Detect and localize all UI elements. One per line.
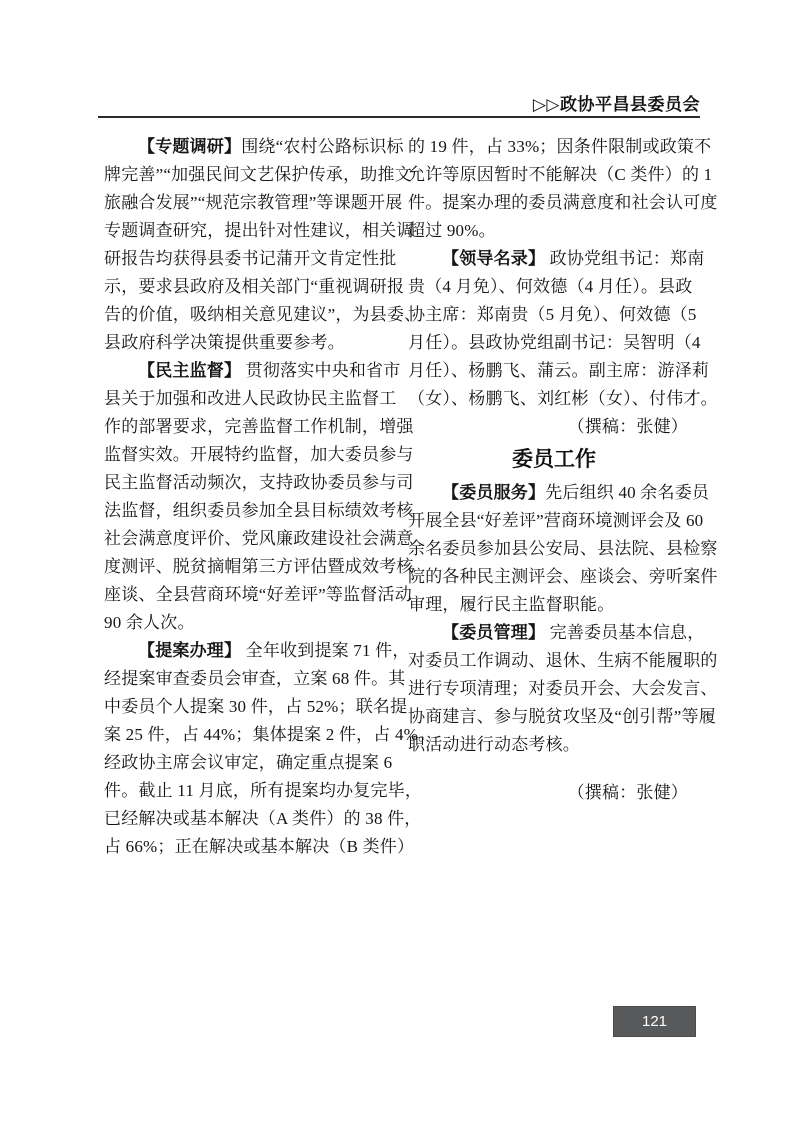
text-line: 【专题调研】围绕“农村公路标识标 xyxy=(138,137,404,156)
text-line: 案 25 件，占 44%；集体提案 2 件，占 4%。 xyxy=(104,725,436,744)
text-line: 的 19 件，占 33%；因条件限制或政策不 xyxy=(408,137,712,156)
text-line: 【领导名录】 政协党组书记：郑南 xyxy=(442,249,705,268)
text-line: 经政协主席会议审定，确定重点提案 6 xyxy=(104,753,393,772)
byline: （撰稿：张健） xyxy=(567,783,688,802)
text-line: 月任）。县政协党组副书记：吴智明（4 xyxy=(408,333,701,352)
text-line: 度测评、脱贫摘帽第三方评估暨成效考核 xyxy=(104,557,414,576)
entry-title: 【领导名录】 xyxy=(442,249,546,268)
spacer xyxy=(408,759,700,779)
section-heading: 委员工作 xyxy=(512,448,596,471)
text-line: 座谈、全县营商环境“好差评”等监督活动 xyxy=(104,585,412,604)
text-line: 余名委员参加县公安局、县法院、县检察 xyxy=(408,539,718,558)
text-line: 旅融合发展”“规范宗教管理”等课题开展 xyxy=(104,193,403,212)
text-line: 经提案审查委员会审查，立案 68 件。其 xyxy=(104,669,406,688)
text-line: 监督实效。开展特约监督，加大委员参与 xyxy=(104,445,414,464)
text-line: 专题调查研究，提出针对性建议，相关调 xyxy=(104,221,414,240)
text-line: 作的部署要求，完善监督工作机制，增强 xyxy=(104,417,414,436)
text-line: 告的价值，吸纳相关意见建议”，为县委、 xyxy=(104,305,422,324)
text-line: 件。截止 11 月底，所有提案均办复完毕， xyxy=(104,781,423,800)
text-line: 进行专项清理；对委员开会、大会发言、 xyxy=(408,679,718,698)
text-line: 【委员管理】 完善委员基本信息， xyxy=(442,623,705,642)
text-line: 【提案办理】 全年收到提案 71 件， xyxy=(138,641,410,660)
left-column xyxy=(104,133,436,861)
text-line: 已经解决或基本解决（A 类件）的 38 件， xyxy=(104,809,422,828)
text-line: 超过 90%。 xyxy=(408,221,496,240)
content-area xyxy=(104,133,718,861)
text-line: 法监督，组织委员参加全县目标绩效考核 xyxy=(104,501,414,520)
entry-title: 【民主监督】 xyxy=(138,361,242,380)
right-column xyxy=(408,133,718,861)
entry-title: 【委员服务】 xyxy=(442,483,546,502)
text-line: 对委员工作调动、退休、生病不能履职的 xyxy=(408,651,718,670)
header-triangles-icon: ▷▷ xyxy=(532,95,560,114)
text-line: 月任）、杨鹏飞、蒲云。副主席：游泽莉 xyxy=(408,361,710,380)
text-line: 牌完善”“加强民间文艺保护传承，助推文 xyxy=(104,165,412,184)
entry-title: 【提案办理】 xyxy=(138,641,242,660)
text-line: 职活动进行动态考核。 xyxy=(408,735,580,754)
text-line: 占 66%；正在解决或基本解决（B 类件） xyxy=(104,837,415,856)
header-rule xyxy=(98,116,700,118)
text-line: 院的各种民主测评会、座谈会、旁听案件 xyxy=(408,567,718,586)
text-line: 件。提案办理的委员满意度和社会认可度 xyxy=(408,193,718,212)
text-line: 【民主监督】 贯彻落实中央和省市 xyxy=(138,361,401,380)
text-line: 允许等原因暂时不能解决（C 类件）的 1 xyxy=(408,165,713,184)
text-line: 开展全县“好差评”营商环境测评会及 60 xyxy=(408,511,704,530)
text-line: 县关于加强和改进人民政协民主监督工 xyxy=(104,389,397,408)
header-title: 政协平昌县委员会 xyxy=(560,95,700,114)
entry-title: 【专题调研】 xyxy=(138,137,242,156)
text-line: 示，要求县政府及相关部门“重视调研报 xyxy=(104,277,405,296)
text-line: 【委员服务】先后组织 40 余名委员 xyxy=(442,483,710,502)
text-line: 县政府科学决策提供重要参考。 xyxy=(104,333,345,352)
running-header xyxy=(98,90,700,115)
text-line: 审理，履行民主监督职能。 xyxy=(408,595,615,614)
text-line: 研报告均获得县委书记蒲开文肯定性批 xyxy=(104,249,397,268)
byline: （撰稿：张健） xyxy=(567,417,688,436)
text-line: 社会满意度评价、党风廉政建设社会满意 xyxy=(104,529,414,548)
text-line: 协商建言、参与脱贫攻坚及“创引帮”等履 xyxy=(408,707,716,726)
page-number-badge: 121 xyxy=(613,1006,696,1037)
text-line: 90 余人次。 xyxy=(104,613,195,632)
text-line: 协主席：郑南贵（5 月免）、何效德（5 xyxy=(408,305,697,324)
entry-title: 【委员管理】 xyxy=(442,623,546,642)
text-line: 贵（4 月免）、何效德（4 月任）。县政 xyxy=(408,277,693,296)
text-line: 民主监督活动频次，支持政协委员参与司 xyxy=(104,473,414,492)
text-line: 中委员个人提案 30 件，占 52%；联名提 xyxy=(104,697,408,716)
text-line: （女）、杨鹏飞、刘红彬（女）、付伟才。 xyxy=(408,389,718,408)
